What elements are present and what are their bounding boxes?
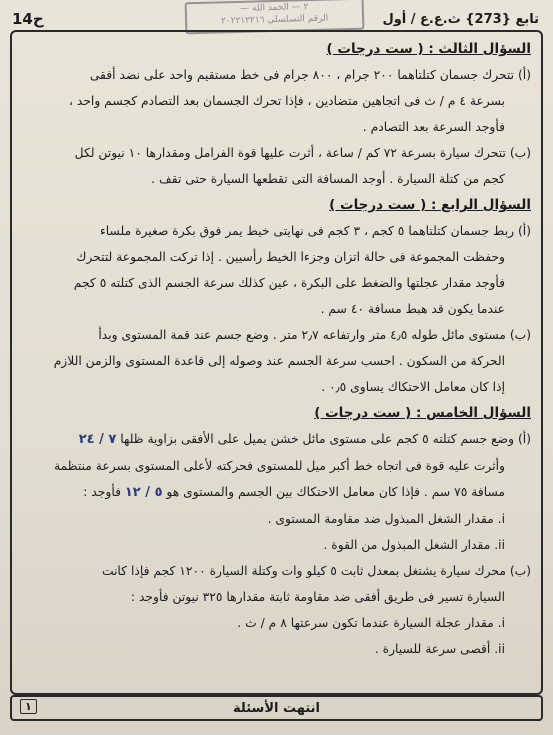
header-page-code: 14ح [12,10,44,28]
q3-title: السؤال الثالث : ( ست درجات ) [326,41,531,57]
q4-a-line2: وحفظت المجموعة فى حالة اتزان وجزءا الخيط رأسيين . إذا تركت المجموعة لتتحرك [76,250,505,264]
q4-b-text1: مستوى مائل طوله ٤٫٥ متر وارتفاعه ٢٫٧ متر . وضع جسم عند قمة المستوى وبدأ [98,328,506,342]
q5-a-label: (أ) [517,432,531,446]
q5-a-friction-fraction: ٥ / ١٢ [124,485,163,500]
q5-a-line3 [22,479,531,506]
q5-a-tan-fraction: ٧ / ٢٤ [78,432,117,447]
stamp-line-2: الرقم التسلسلي ٢٠٢٢١٢٢١٦ [220,13,329,27]
q5-b-line2: السيارة تسير فى طريق أفقى ضد مقاومة ثابتة مقدارها ٣٢٥ نيوتن فأوجد : [130,590,505,604]
q4-a-label: (أ) [517,224,531,238]
page-footer [10,695,543,721]
q3-b-line2: كجم من كتلة السيارة . أوجد المسافة التى تقطعها السيارة حتى تقف . [151,172,505,186]
q4-b-line3: إذا كان معامل الاحتكاك يساوى ٠٫٥ . [321,380,505,394]
q4-a-line1 [22,218,531,244]
q3-a-line3: فأوجد السرعة بعد التصادم . [362,120,505,134]
end-of-questions-text: انتهت الأسئلة [233,700,320,716]
q3-a-text1: تتحرك جسمان كتلتاهما ٢٠٠ جرام ، ٨٠٠ جرام فى خط مستقيم واحد على نضد أفقى [89,68,515,82]
q3-a-line2: بسرعة ٤ م / ث فى اتجاهين متضادين ، فإذا تحرك الجسمان بعد التصادم كجسم واحد ، [68,94,505,108]
q4-a-line3: فأوجد مقدار عجلتها والضغط على البكرة ، عين كذلك سرعة الجسم الذى كتلته ٥ كجم [73,276,505,290]
q4-a-line4: عندما يكون قد هبط مسافة ٤٠ سم . [320,302,505,316]
q5-a-text3: مسافة ٧٥ سم . فإذا كان معامل الاحتكاك بين الجسم والمستوى هو [166,485,505,499]
q4-b-line2: الحركة من السكون . احسب سرعة الجسم عند وصوله إلى قاعدة المستوى والزمن اللازم [53,354,505,368]
q4-b-line1 [22,322,531,348]
q5-b-text1: محرك سيارة يشتغل بمعدل ثابت ٥ كيلو وات وكتلة السيارة ١٢٠٠ كجم فإذا كانت [101,564,506,578]
q5-title: السؤال الخامس : ( ست درجات ) [314,405,531,421]
q5-a-text1: وضع جسم كتلته ٥ كجم على مستوى مائل خشن يميل على الأفقى بزاوية ظلها [120,432,515,446]
q5-b-item-i: i. مقدار عجلة السيارة عندما تكون سرعتها ٨ م / ث . [237,616,505,630]
q5-b-line1 [22,558,531,584]
q5-a-item-ii: ii. مقدار الشغل المبذول من القوة . [323,538,505,552]
stamp-line-1: — ٢ — الحمد الله [239,2,309,14]
page-number: ١ [20,699,37,714]
q3-b-label: (ب) [509,146,531,160]
q3-b-line1 [22,140,531,166]
q5-b-item-ii: ii. أقصى سرعة للسيارة . [374,642,505,656]
q5-b-label: (ب) [509,564,531,578]
q3-b-text1: تتحرك سيارة بسرعة ٧٢ كم / ساعة ، أثرت عليها قوة الفرامل ومقدارها ١٠ نيوتن لكل [74,146,506,160]
q3-a-label: (أ) [517,68,531,82]
q4-a-text1: ربط جسمان كتلتاهما ٥ كجم ، ٣ كجم فى نهايتى خيط يمر فوق بكرة صغيرة ملساء [100,224,515,238]
q5-a-item-i: i. مقدار الشغل المبذول ضد مقاومة المستوى . [267,512,505,526]
header-exam-code: تابع {273} ث.ع.ع / أول [382,11,539,27]
q4-b-label: (ب) [509,328,531,342]
q5-a-text3-end: فأوجد : [83,485,121,499]
q3-a-line1 [22,62,531,88]
q5-a-line1 [22,426,531,453]
q5-a-line2: وأثرت عليه قوة فى اتجاه خط أكبر ميل للمستوى فحركته لأعلى المستوى بسرعة منتظمة [54,459,505,473]
questions-content [22,36,531,662]
q4-title: السؤال الرابع : ( ست درجات ) [329,197,531,213]
